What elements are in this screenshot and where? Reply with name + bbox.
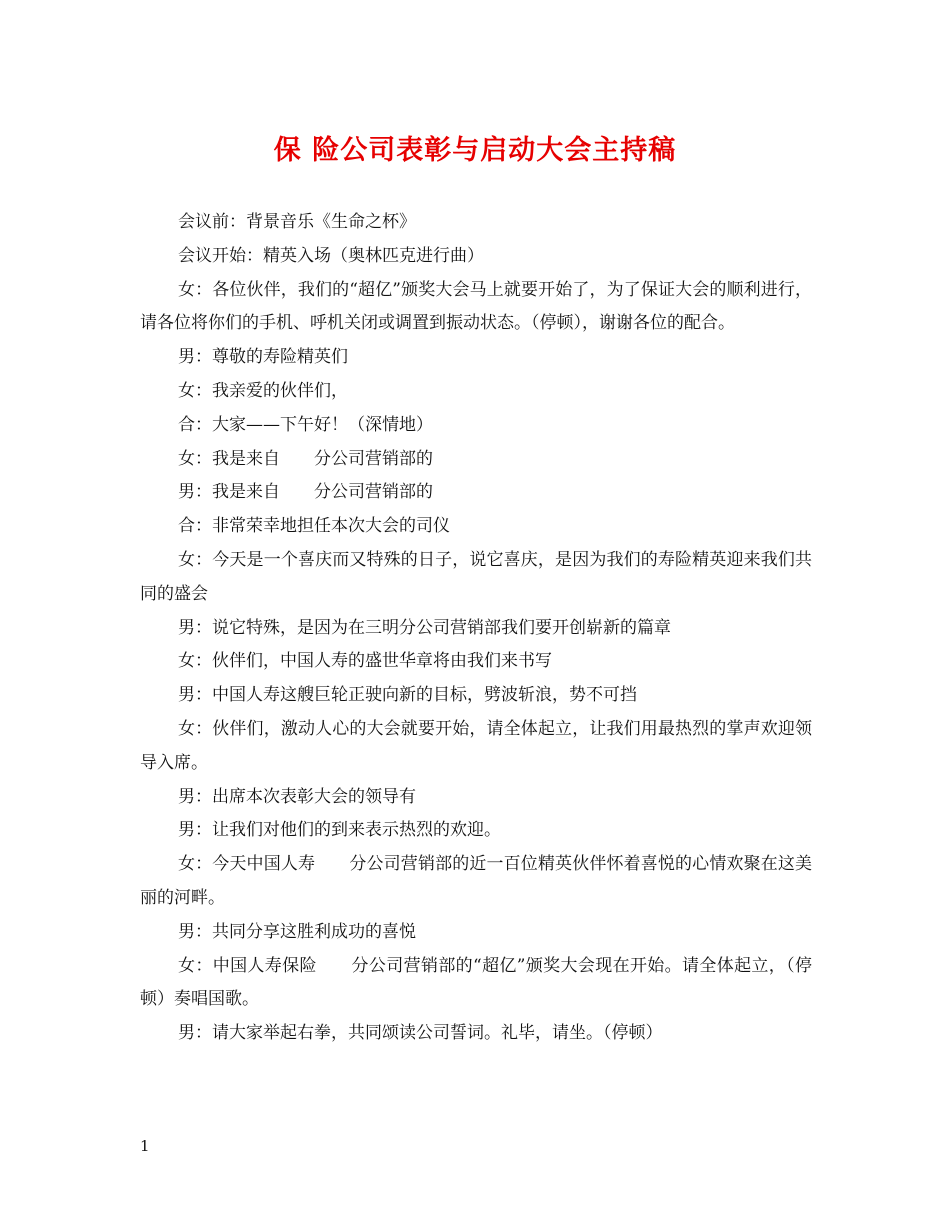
paragraph: 男：出席本次表彰大会的领导有 [178,786,416,807]
page-number: 1 [140,1137,150,1155]
document-body [140,206,812,1051]
paragraph: 女：各位伙伴，我们的“超亿”颁奖大会马上就要开始了，为了保证大会的顺利进行，请各位将你们的手机、呼机关闭或调置到振动状态。（停顿），谢谢各位的配合。 [140,279,812,334]
paragraph: 女：我亲爱的伙伴们， [178,380,348,401]
paragraph: 会议前：背景音乐《生命之杯》 [178,212,416,232]
paragraph: 男：让我们对他们的到来表示热烈的欢迎。 [178,820,501,841]
paragraph: 合：非常荣幸地担任本次大会的司仪 [178,516,450,537]
paragraph: 男：中国人寿这艘巨轮正驶向新的目标，劈波斩浪，势不可挡 [178,685,637,706]
paragraph: 女：伙伴们，中国人寿的盛世华章将由我们来书写 [178,651,552,672]
paragraph: 男：请大家举起右拳，共同颂读公司誓词。礼毕，请坐。（停顿） [178,1023,663,1044]
paragraph: 男：说它特殊，是因为在三明分公司营销部我们要开创崭新的篇章 [178,617,671,638]
paragraph: 男：我是来自 分公司营销部的 [178,482,433,503]
paragraph: 会议开始：精英入场（奥林匹克进行曲） [178,245,484,266]
paragraph: 女：今天中国人寿 分公司营销部的近一百位精英伙伴怀着喜悦的心情欢聚在这美丽的河畔。 [140,854,812,908]
paragraph: 合：大家——下午好！（深情地） [178,414,433,435]
paragraph: 女：我是来自 分公司营销部的 [178,448,433,469]
paragraph: 女：今天是一个喜庆而又特殊的日子，说它喜庆，是因为我们的寿险精英迎来我们共同的盛会 [140,549,812,604]
paragraph: 男：共同分享这胜利成功的喜悦 [178,921,416,942]
document-title: 保 险公司表彰与启动大会主持稿 [273,135,677,166]
paragraph: 女：伙伴们，激动人心的大会就要开始，请全体起立，让我们用最热烈的掌声欢迎领导入席。 [140,718,812,773]
paragraph: 女：中国人寿保险 分公司营销部的“超亿”颁奖大会现在开始。请全体起立，（停顿）奏唱国歌。 [140,955,812,1010]
paragraph: 男：尊敬的寿险精英们 [178,347,348,368]
